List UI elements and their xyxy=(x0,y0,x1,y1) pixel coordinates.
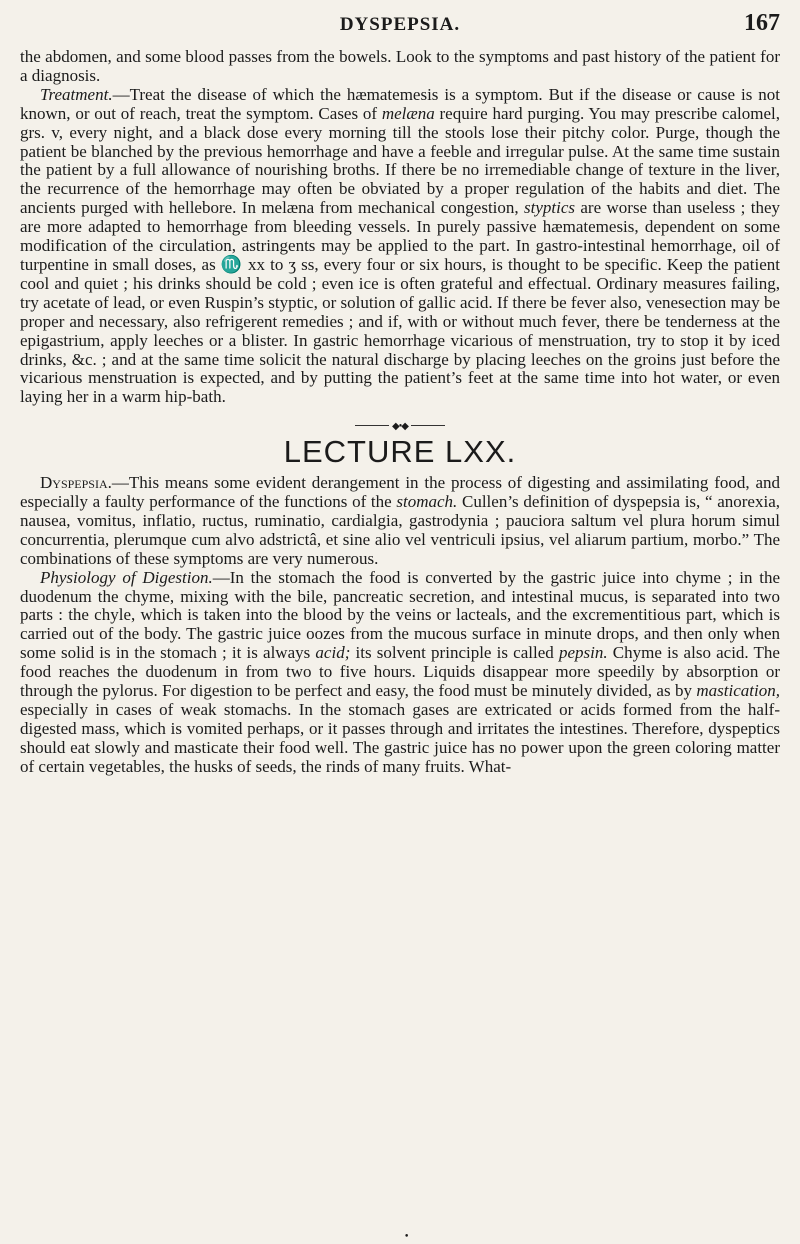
paragraph-text: its solvent principle is called xyxy=(350,643,559,663)
paragraph-text: —Treat the disease of which the hæmatemesis is a symptom. But if the disease or cause is not known, or out of reach, treat the symptom. Cases of xyxy=(20,84,780,123)
italic-term: acid; xyxy=(315,643,351,663)
footer-mark: • xyxy=(404,1232,410,1242)
lecture-heading: LECTURE LXX. xyxy=(283,434,517,470)
diamond-ornament-icon: ◆•◆ xyxy=(392,421,408,433)
paragraph-physiology xyxy=(20,569,780,777)
running-title: DYSPEPSIA. xyxy=(339,14,461,35)
paragraph-dyspepsia xyxy=(20,474,780,569)
page-number: 167 xyxy=(744,10,780,36)
paragraph-text: are worse than useless ; they are more adapted to hemorrhage from bleeding vessels. In purely passive hæmatemesis, dependent on some modification of the circulation, astringents may be applied to the part. In gastro-intestinal hemorrhage, oil of turpentine in small doses, as ♏ xx to ʒ ss, every four or six hours, is thought to be specific. Keep the patient cool and quiet ; his drinks should be cold ; even ice is often grateful and effectual. Ordinary measures failing, try acetate of lead, or even Ruspin’s styptic, or solution of gallic acid. If there be fever also, venesection may be proper and necessary, also refrigerent remedies ; and if, with or without much fever, there be tenderness at the epigastrium, apply leeches or a blister. In gastric hemorrhage vicarious of menstruation, try to stop it by iced drinks, &c. ; and at the same time solicit the natural discharge by placing leeches on the groins just before the vicarious menstruation is expected, and by putting the patient’s feet at the same time into hot water, or even laying her in a warm hip-bath. xyxy=(20,198,781,407)
italic-term: melæna xyxy=(381,103,435,123)
dyspepsia-label: Dyspepsia. xyxy=(40,473,112,493)
paragraph-text: require hard purging. You may prescribe calomel, grs. v, every night, and a black dose every morning till the stools lose their pitchy color. Purge, though the patient be blanched by the previous hemorrhage and have a feeble and irregular pulse. At the same time sustain the patient by a full allowance of nourishing broths. If there be no irremediable change of texture in the liver, the recurrence of the hemorrhage may often be obviated by a proper regulation of the habits and diet. The ancients purged with hellebore. In melæna from mechanical congestion, xyxy=(20,103,780,218)
paragraph-text: —This means some evident derangement in the process of digesting and assimilating food, and especially a faulty performance of the functions of the xyxy=(20,473,780,512)
italic-term: stomach. xyxy=(396,492,458,512)
page-header xyxy=(0,8,800,42)
treatment-label: Treatment. xyxy=(40,84,113,104)
divider-line-right xyxy=(411,425,445,426)
section-divider-ornament xyxy=(355,421,445,431)
paragraph-text: —In the stomach the food is converted by the gastric juice into chyme ; in the duodenum the chyme, mixing with the bile, pancreatic secretion, and intestinal mucus, is separated into two parts : the chyle, which is taken into the blood by the veins or lacteals, and the excrementitious part, which is carried out of the body. The gastric juice oozes from the mucous surface in minute drops, and then only when some solid is in the stomach ; it is always xyxy=(20,567,780,663)
paragraph-continuation xyxy=(20,48,780,86)
paragraph-text: Cullen’s definition of dyspepsia is, “ anorexia, nausea, vomitus, inflatio, ructus, ruminatio, cardialgia, gastrodynia ; pauciora saltum vel plura horum simul concurrentia, plerumque cum alvo adstrictâ, et sine alio vel ventriculi ipsius, vel aliarum partium, morbo.” The combinations of these symptoms are very numerous. xyxy=(20,492,780,568)
paragraph-treatment xyxy=(20,86,780,407)
paragraph-text: the abdomen, and some blood passes from the bowels. Look to the symptoms and past history of the patient for a diagnosis. xyxy=(20,47,780,85)
italic-term: mastication, xyxy=(696,681,780,701)
page-body xyxy=(20,48,780,777)
italic-term: pepsin. xyxy=(558,643,608,663)
paragraph-text: Chyme is also acid. The food reaches the duodenum in from two to five hours. Liquids disappear more speedily by absorption or through the pylorus. For digestion to be perfect and easy, the food must be minutely divided, as by xyxy=(20,643,780,701)
paragraph-text: especially in cases of weak stomachs. In the stomach gases are extricated or acids formed from the half-digested mass, which is vomited perhaps, or it passes through and irritates the intestines. Therefore, dyspeptics should eat slowly and masticate their food well. The gastric juice has no power upon the green coloring matter of certain vegetables, the husks of seeds, the rinds of many fruits. What- xyxy=(20,700,780,776)
divider-line-left xyxy=(355,425,389,426)
italic-term: styptics xyxy=(524,198,576,218)
physiology-label: Physiology of Digestion. xyxy=(40,567,213,587)
